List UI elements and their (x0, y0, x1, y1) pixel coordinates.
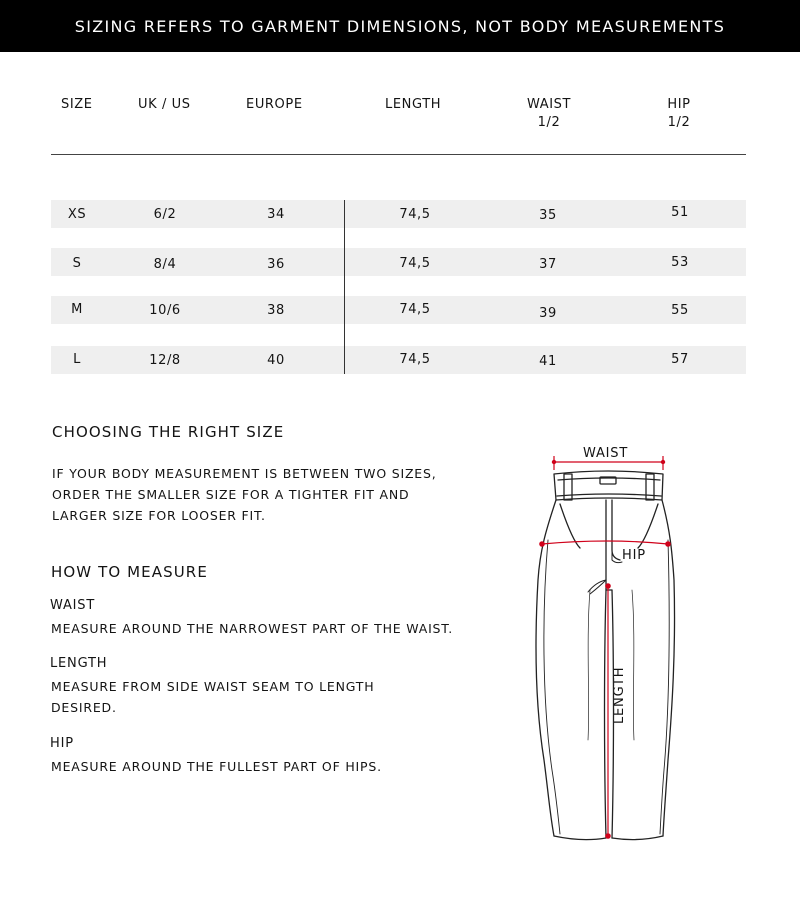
header-hip-label: HIP (667, 97, 691, 112)
header-waist (516, 96, 582, 132)
cell-waist: 41 (539, 354, 557, 369)
header-europe: EUROPE (246, 97, 303, 112)
length-line: DESIRED. (51, 700, 117, 715)
header-hip-sub: 1/2 (667, 115, 691, 130)
choosing-line: ORDER THE SMALLER SIZE FOR A TIGHTER FIT AND (52, 487, 410, 502)
cell-europe: 36 (267, 257, 285, 272)
choosing-text (52, 463, 437, 526)
header-uk-us: UK / US (138, 97, 191, 112)
waist-heading: WAIST (50, 598, 96, 613)
cell-hip: 53 (671, 255, 689, 270)
trousers-icon (520, 440, 690, 860)
hip-heading: HIP (50, 736, 74, 751)
header-waist-label: WAIST (526, 97, 572, 112)
diagram-length-label: LENGTH (612, 666, 627, 724)
choosing-line: LARGER SIZE FOR LOOSER FIT. (52, 508, 266, 523)
header-hip (656, 96, 702, 132)
cell-size: XS (67, 207, 87, 222)
choosing-title: CHOOSING THE RIGHT SIZE (52, 423, 285, 441)
length-line: MEASURE FROM SIDE WAIST SEAM TO LENGTH (51, 679, 375, 694)
hip-instruction: MEASURE AROUND THE FULLEST PART OF HIPS. (51, 759, 382, 774)
trousers-diagram (520, 440, 690, 860)
header-length: LENGTH (385, 97, 442, 112)
cell-hip: 55 (671, 303, 689, 318)
cell-length: 74,5 (399, 302, 431, 317)
cell-waist: 35 (539, 208, 557, 223)
cell-waist: 39 (539, 306, 557, 321)
how-to-measure-title: HOW TO MEASURE (51, 563, 208, 581)
waist-instruction: MEASURE AROUND THE NARROWEST PART OF THE WAIST. (51, 621, 454, 636)
cell-size: S (72, 256, 82, 271)
cell-size: M (71, 302, 83, 317)
sizing-banner-text: SIZING REFERS TO GARMENT DIMENSIONS, NOT BODY MEASUREMENTS (74, 16, 726, 36)
diagram-waist-label: WAIST (583, 446, 629, 461)
cell-uk-us: 12/8 (149, 353, 181, 368)
cell-uk-us: 8/4 (153, 257, 177, 272)
header-waist-sub: 1/2 (537, 115, 561, 130)
cell-hip: 51 (671, 205, 689, 220)
cell-uk-us: 6/2 (153, 207, 177, 222)
cell-europe: 38 (267, 303, 285, 318)
cell-europe: 34 (267, 207, 285, 222)
choosing-line: IF YOUR BODY MEASUREMENT IS BETWEEN TWO SIZES, (52, 466, 437, 481)
cell-hip: 57 (671, 352, 689, 367)
length-heading: LENGTH (50, 656, 108, 671)
cell-size: L (73, 352, 81, 367)
header-size: SIZE (61, 97, 93, 112)
column-divider (344, 200, 345, 374)
cell-length: 74,5 (399, 352, 431, 367)
cell-europe: 40 (267, 353, 285, 368)
cell-length: 74,5 (399, 207, 431, 222)
length-instruction (51, 676, 374, 718)
diagram-hip-label: HIP (622, 548, 646, 563)
cell-length: 74,5 (399, 256, 431, 271)
cell-waist: 37 (539, 257, 557, 272)
sizing-banner (0, 0, 800, 52)
cell-uk-us: 10/6 (149, 303, 181, 318)
header-divider (51, 154, 746, 155)
